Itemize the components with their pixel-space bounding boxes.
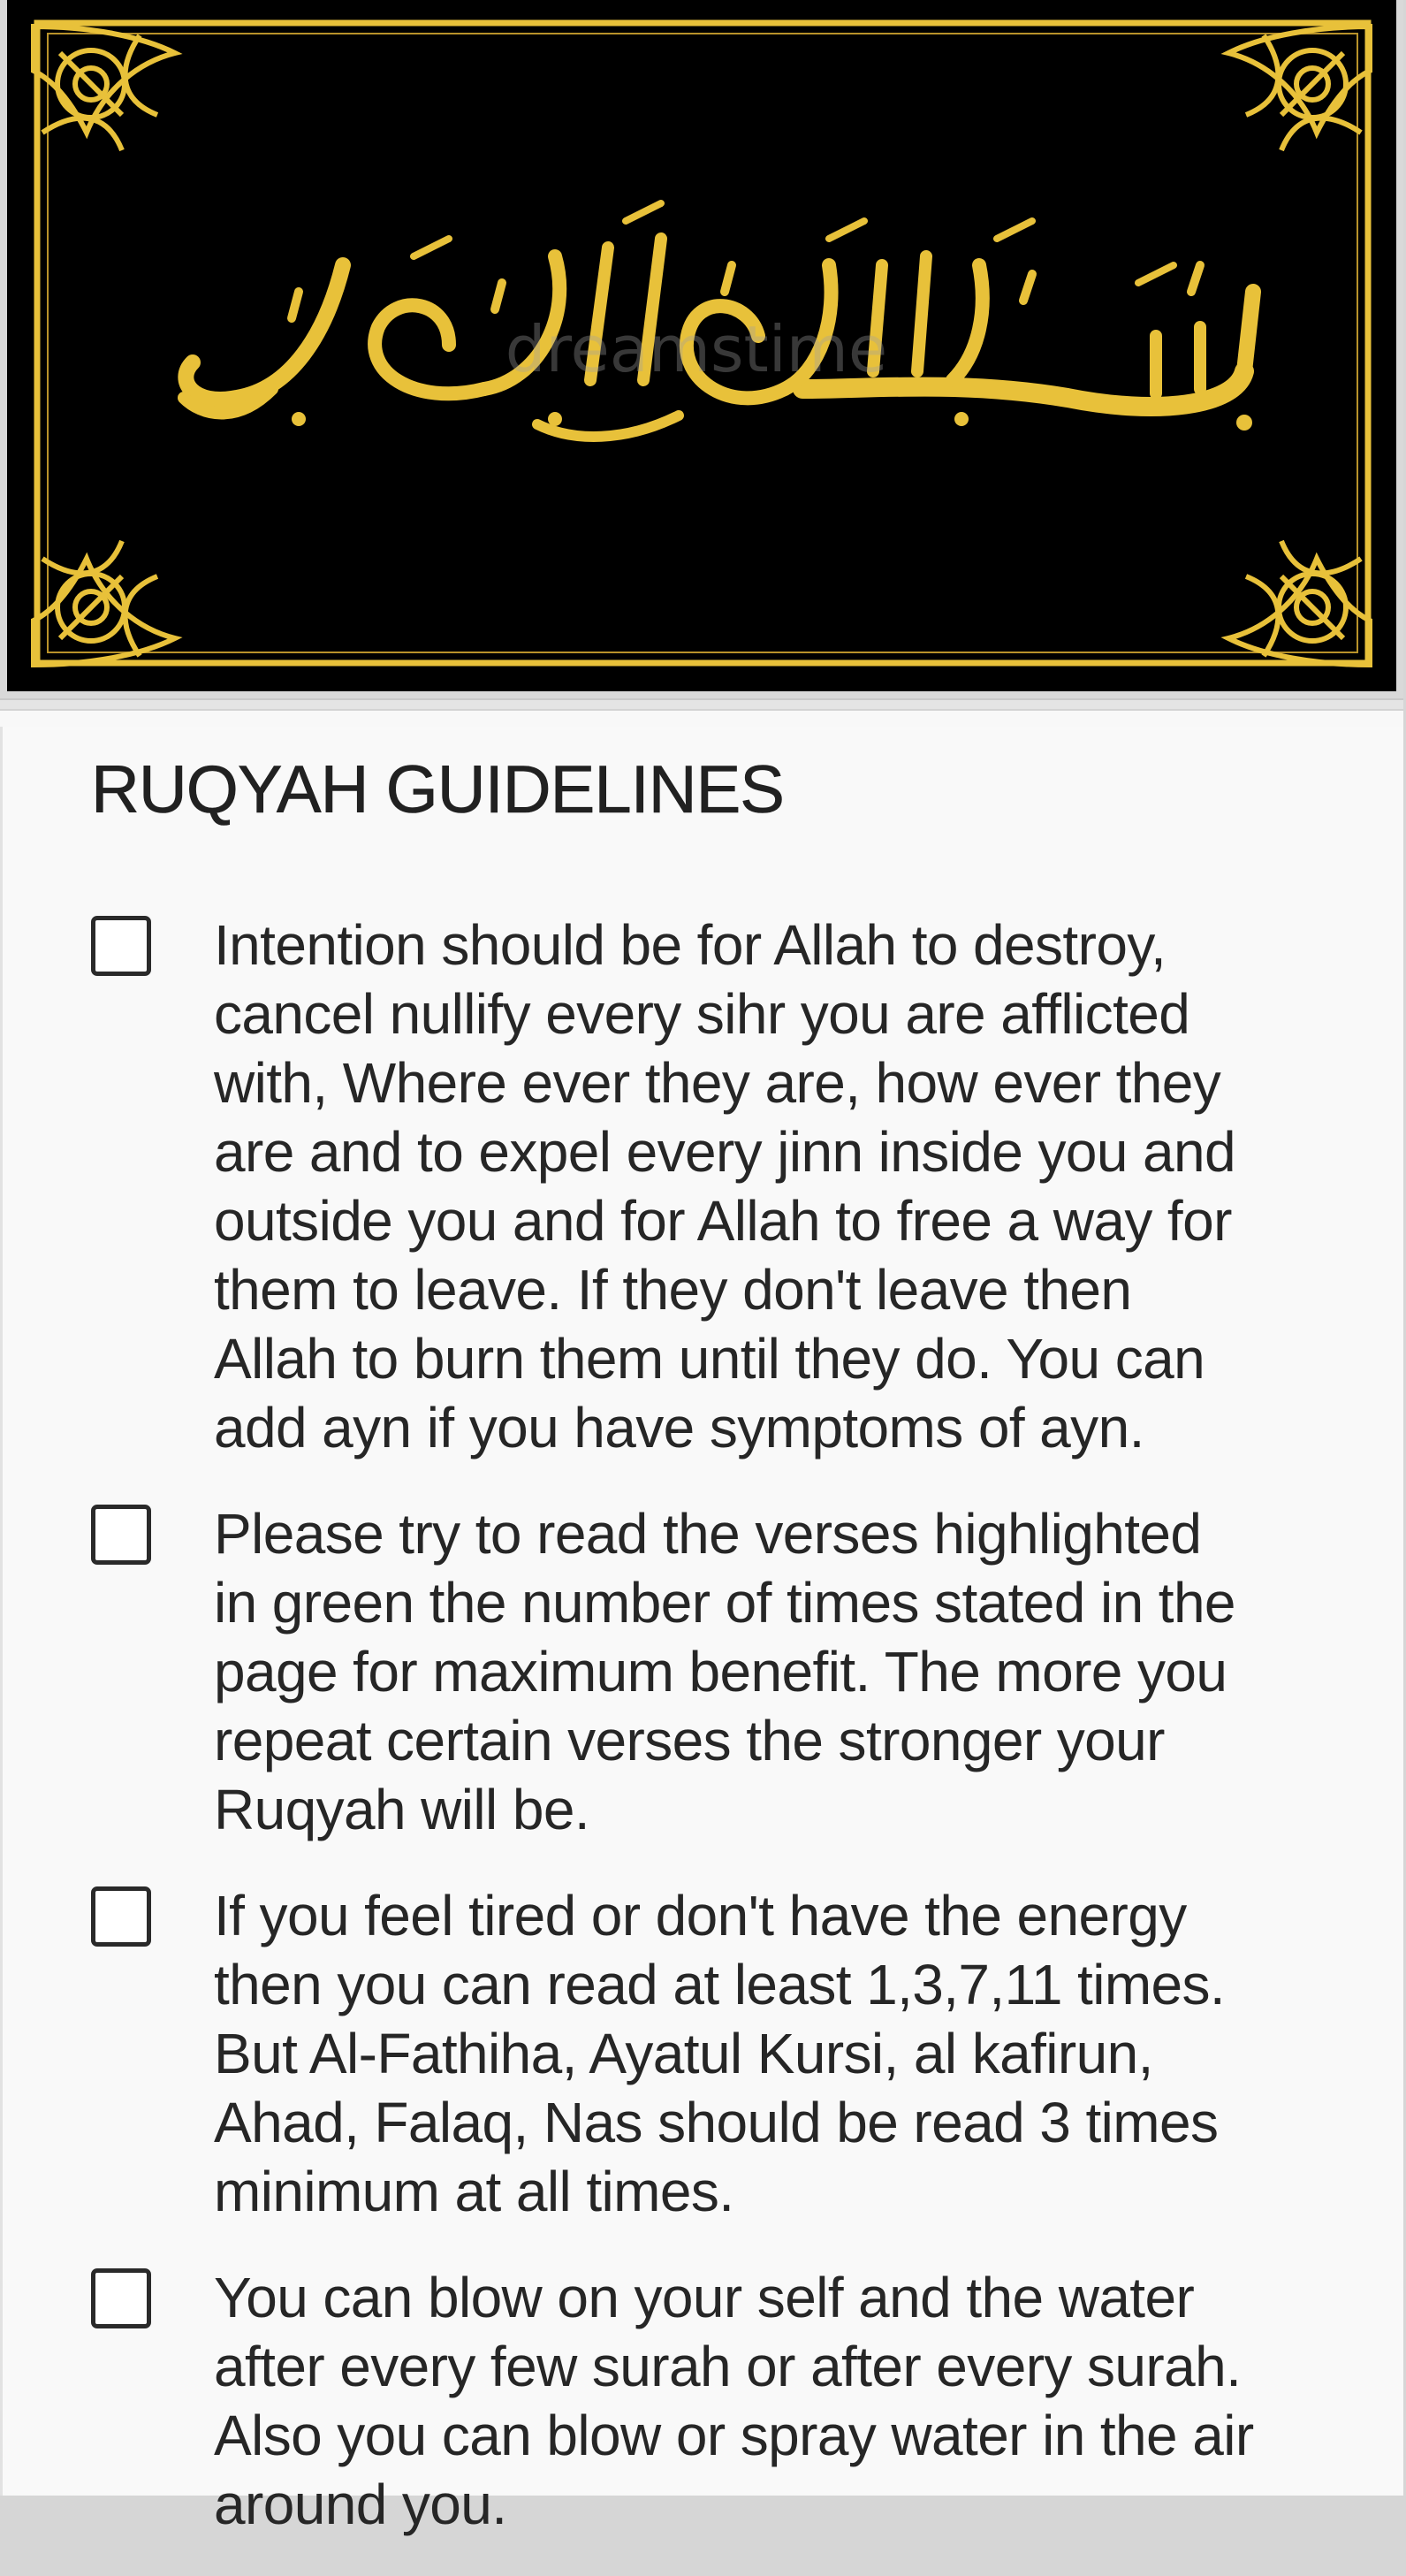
guideline-text-intention (214, 911, 1363, 1462)
text-line: If you feel tired or don't have the energy (214, 1884, 1187, 1947)
guideline-item-minimum-times (3, 1881, 1406, 2226)
guideline-text-blowing (214, 2263, 1363, 2539)
text-line: You can blow on your self and the water (214, 2266, 1195, 2329)
text-line: are and to expel every jinn inside you and (214, 1120, 1236, 1184)
corner-ornament-bottom-right-icon (1228, 541, 1370, 665)
text-line: add ayn if you have symptoms of ayn. (214, 1396, 1144, 1459)
text-line: Intention should be for Allah to destroy, (214, 913, 1167, 977)
text-line: after every few surah or after every surah. (214, 2335, 1242, 2398)
text-line: minimum at all times. (214, 2160, 734, 2223)
text-line: Ruqyah will be. (214, 1778, 590, 1841)
guideline-text-repeat-verses (214, 1499, 1363, 1844)
text-line: them to leave. If they don't leave then (214, 1258, 1132, 1322)
guideline-item-blowing (3, 2263, 1406, 2539)
corner-ornament-bottom-left-icon (34, 541, 175, 665)
bismillah-calligraphy-icon (7, 0, 1396, 691)
corner-ornament-top-right-icon (1228, 27, 1370, 150)
text-line: Please try to read the verses highlighted (214, 1502, 1202, 1566)
guidelines-card (0, 727, 1403, 2536)
text-line: then you can read at least 1,3,7,11 times. (214, 1953, 1226, 2016)
text-line: page for maximum benefit. The more you (214, 1640, 1227, 1703)
text-line: But Al-Fathiha, Ayatul Kursi, al kafirun, (214, 2022, 1153, 2085)
text-line: Allah to burn them until they do. You can (214, 1327, 1205, 1391)
guideline-checkbox-blowing[interactable] (91, 2268, 151, 2328)
watermark: dreamstime (505, 312, 888, 386)
guideline-checkbox-intention[interactable] (91, 916, 151, 976)
text-line: with, Where ever they are, how ever they (214, 1051, 1221, 1115)
guideline-checkbox-minimum-times[interactable] (91, 1886, 151, 1947)
text-line: repeat certain verses the stronger your (214, 1709, 1165, 1772)
guideline-checkbox-repeat-verses[interactable] (91, 1505, 151, 1565)
text-line: Also you can blow or spray water in the air (214, 2404, 1254, 2467)
guideline-text-minimum-times (214, 1881, 1363, 2226)
text-line: outside you and for Allah to free a way for (214, 1189, 1232, 1253)
section-divider (0, 698, 1403, 711)
page-title: RUQYAH GUIDELINES (91, 752, 784, 827)
text-line: in green the number of times stated in the (214, 1571, 1235, 1635)
calligraphy-dots (292, 412, 1252, 431)
guideline-item-repeat-verses (3, 1499, 1406, 1844)
text-line: Ahad, Falaq, Nas should be read 3 times (214, 2091, 1219, 2154)
guidelines-list (3, 911, 1406, 2576)
guideline-item-intention (3, 911, 1406, 1462)
bismillah-banner (0, 0, 1403, 698)
text-line: cancel nullify every sihr you are afflicted (214, 982, 1190, 1046)
corner-ornament-top-left-icon (34, 27, 175, 150)
banner-image (7, 0, 1396, 691)
text-line: around you. (214, 2473, 507, 2536)
